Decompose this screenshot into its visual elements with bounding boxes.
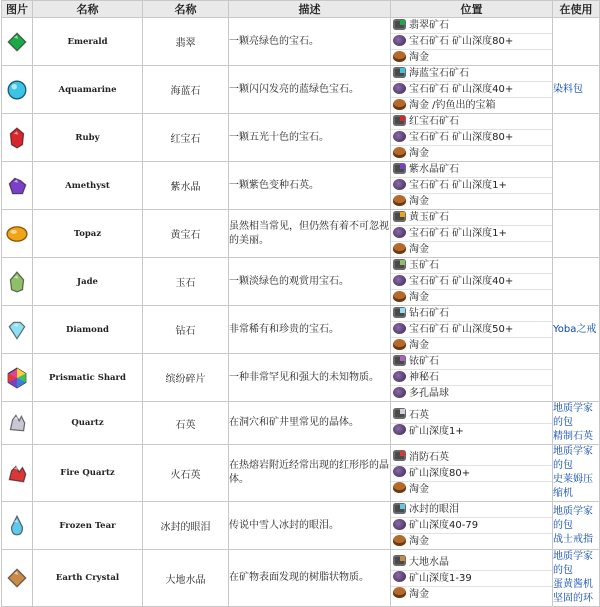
location-entry	[391, 354, 552, 369]
location-text: 铱矿石	[409, 356, 439, 367]
item-name-cn: 翡翠	[143, 18, 229, 66]
location-entry	[391, 337, 552, 353]
item-name-cn: 冰封的眼泪	[143, 502, 229, 550]
amethyst-icon	[2, 175, 32, 197]
item-image-cell	[2, 445, 33, 502]
item-usage	[553, 354, 600, 402]
location-text: 淘金	[409, 292, 429, 303]
item-name-en: Emerald	[33, 18, 143, 66]
item-name-en: Jade	[33, 258, 143, 306]
location-text: 矿山深度1-39	[409, 572, 472, 584]
usage-link[interactable]: 地质学家的包	[553, 505, 593, 531]
table-row	[2, 354, 600, 402]
item-location	[391, 306, 553, 354]
usage-link[interactable]: 地质学家的包	[553, 403, 593, 428]
table-row	[2, 402, 600, 445]
item-name-cn: 钻石	[143, 306, 229, 354]
item-location	[391, 502, 553, 550]
item-location	[391, 210, 553, 258]
table-row	[2, 550, 600, 607]
usage-link[interactable]: Yoba之戒	[553, 323, 597, 335]
location-text: 宝石矿石 矿山深度40+	[409, 276, 514, 287]
item-description: 非常稀有和珍贵的宝石。	[229, 306, 391, 354]
location-entry	[391, 225, 552, 241]
panning-icon	[393, 535, 406, 546]
mine-rock-icon	[393, 519, 406, 530]
mine-rock-icon	[393, 466, 406, 477]
location-entry	[391, 321, 552, 337]
location-entry	[391, 33, 552, 49]
item-image-cell	[2, 18, 33, 66]
panning-icon	[393, 195, 406, 206]
mine-rock-icon	[393, 131, 406, 142]
item-name-en: Topaz	[33, 210, 143, 258]
location-text: 矿山深度80+	[409, 467, 471, 479]
item-image-cell	[2, 354, 33, 402]
ore-node-icon	[393, 355, 406, 366]
item-image-cell	[2, 550, 33, 607]
table-row	[2, 210, 600, 258]
item-name-en: Frozen Tear	[33, 502, 143, 550]
location-entry	[391, 66, 552, 81]
minerals-table	[1, 0, 600, 607]
panning-icon	[393, 339, 406, 350]
location-entry	[391, 369, 552, 385]
ore-node-icon	[393, 115, 406, 126]
item-name-cn: 缤纷碎片	[143, 354, 229, 402]
item-name-en: Amethyst	[33, 162, 143, 210]
usage-link[interactable]: 战士戒指	[553, 533, 593, 545]
location-text: 海蓝宝石矿石	[409, 68, 469, 79]
item-name-en: Prismatic Shard	[33, 354, 143, 402]
item-description: 传说中雪人冰封的眼泪。	[229, 502, 391, 550]
mine-rock-icon	[393, 179, 406, 190]
header-description: 描述	[229, 1, 391, 18]
ore-node-icon	[393, 259, 406, 270]
ore-node-icon	[393, 211, 406, 222]
item-usage	[553, 162, 600, 210]
item-name-cn: 玉石	[143, 258, 229, 306]
ore-node-icon	[393, 307, 406, 318]
item-usage	[553, 445, 600, 502]
ore-node-icon	[393, 163, 406, 174]
item-name-cn: 海蓝石	[143, 66, 229, 114]
item-location	[391, 114, 553, 162]
location-text: 翡翠矿石	[409, 20, 449, 31]
item-image-cell	[2, 210, 33, 258]
location-entry	[391, 586, 552, 602]
item-usage	[553, 402, 600, 445]
location-text: 淘金	[409, 340, 429, 351]
mine-rock-icon	[393, 387, 406, 398]
prismatic-shard-icon	[2, 367, 32, 389]
header-usage: 在使用	[553, 1, 600, 18]
aquamarine-icon	[2, 79, 32, 101]
item-location	[391, 18, 553, 66]
location-entry	[391, 129, 552, 145]
item-description: 虽然相当常见，但仍然有着不可忽视的美丽。	[229, 210, 391, 258]
panning-icon	[393, 99, 406, 110]
location-text: 石英	[409, 409, 429, 421]
jade-icon	[2, 271, 32, 293]
item-name-en: Quartz	[33, 402, 143, 445]
item-name-en: Ruby	[33, 114, 143, 162]
table-row	[2, 114, 600, 162]
header-name-en: 名称	[33, 1, 143, 18]
panning-icon	[393, 243, 406, 254]
location-entry	[391, 97, 552, 113]
header-location: 位置	[391, 1, 553, 18]
location-entry	[391, 481, 552, 497]
location-text: 淘金	[409, 483, 429, 495]
location-entry	[391, 502, 552, 517]
ore-node-icon	[393, 67, 406, 78]
item-name-en: Earth Crystal	[33, 550, 143, 607]
location-text: 消防石英	[409, 451, 449, 463]
item-name-en: Diamond	[33, 306, 143, 354]
usage-link[interactable]: 蛋黄酱机	[553, 579, 593, 590]
item-usage	[553, 502, 600, 550]
location-entry	[391, 241, 552, 257]
location-entry	[391, 162, 552, 177]
location-text: 多孔晶球	[409, 388, 449, 399]
item-location	[391, 550, 553, 607]
item-name-en: Fire Quartz	[33, 445, 143, 502]
ore-node-icon	[393, 19, 406, 30]
location-entry	[391, 555, 552, 570]
location-entry	[391, 423, 552, 439]
location-text: 红宝石矿石	[409, 116, 459, 127]
item-usage	[553, 306, 600, 354]
location-entry	[391, 210, 552, 225]
ruby-icon	[2, 127, 32, 149]
item-description: 一颗紫色变种石英。	[229, 162, 391, 210]
location-text: 淘金	[409, 536, 429, 547]
location-text: 淘金	[409, 244, 429, 255]
panning-icon	[393, 291, 406, 302]
item-name-cn: 火石英	[143, 445, 229, 502]
location-entry	[391, 289, 552, 305]
location-entry	[391, 408, 552, 423]
location-text: 宝石矿石 矿山深度80+	[409, 132, 514, 143]
panning-icon	[393, 147, 406, 158]
usage-link[interactable]: 地质学家的包	[553, 551, 593, 576]
topaz-icon	[2, 223, 32, 245]
usage-link[interactable]: 史莱姆压缩机	[553, 474, 593, 499]
mine-rock-icon	[393, 371, 406, 382]
location-entry	[391, 306, 552, 321]
item-name-cn: 大地水晶	[143, 550, 229, 607]
item-image-cell	[2, 306, 33, 354]
item-image-cell	[2, 502, 33, 550]
item-name-cn: 紫水晶	[143, 162, 229, 210]
location-text: 钻石矿石	[409, 308, 449, 319]
location-entry	[391, 18, 552, 33]
mine-rock-icon	[393, 83, 406, 94]
item-name-cn: 黄宝石	[143, 210, 229, 258]
item-name-cn: 红宝石	[143, 114, 229, 162]
item-usage	[553, 18, 600, 66]
fire-quartz-icon	[2, 462, 32, 484]
diamond-icon	[2, 319, 32, 341]
usage-link[interactable]: 染料包	[553, 83, 583, 95]
table-row	[2, 162, 600, 210]
ore-node-icon	[393, 450, 406, 461]
item-location	[391, 258, 553, 306]
location-text: 淘金	[409, 196, 429, 207]
quartz-icon	[2, 412, 32, 434]
item-usage	[553, 210, 600, 258]
item-name-en: Aquamarine	[33, 66, 143, 114]
location-entry	[391, 570, 552, 586]
item-image-cell	[2, 162, 33, 210]
location-entry	[391, 258, 552, 273]
usage-link[interactable]: 精制石英	[553, 431, 593, 442]
item-name-cn: 石英	[143, 402, 229, 445]
location-text: 宝石矿石 矿山深度40+	[409, 84, 514, 95]
location-entry	[391, 193, 552, 209]
item-usage	[553, 550, 600, 607]
panning-icon	[393, 587, 406, 598]
location-entry	[391, 81, 552, 97]
location-text: 宝石矿石 矿山深度1+	[409, 228, 507, 239]
location-text: 淘金	[409, 588, 429, 600]
location-text: 玉矿石	[409, 260, 439, 271]
location-entry	[391, 49, 552, 65]
location-text: 宝石矿石 矿山深度80+	[409, 36, 514, 47]
item-image-cell	[2, 66, 33, 114]
usage-link[interactable]: 坚固的环	[553, 593, 593, 604]
panning-icon	[393, 51, 406, 62]
table-row	[2, 18, 600, 66]
location-entry	[391, 465, 552, 481]
item-description: 一颗闪闪发亮的蓝绿色宝石。	[229, 66, 391, 114]
location-text: 矿山深度1+	[409, 425, 464, 437]
usage-link[interactable]: 地质学家的包	[553, 446, 593, 471]
item-usage	[553, 258, 600, 306]
location-text: 淘金	[409, 52, 429, 63]
location-text: 紫水晶矿石	[409, 164, 459, 175]
header-name-cn: 名称	[143, 1, 229, 18]
item-image-cell	[2, 114, 33, 162]
location-text: 神秘石	[409, 372, 439, 383]
table-row	[2, 258, 600, 306]
location-entry	[391, 114, 552, 129]
ore-node-icon	[393, 408, 406, 419]
mine-rock-icon	[393, 323, 406, 334]
header-image: 图片	[2, 1, 33, 18]
item-location	[391, 402, 553, 445]
location-entry	[391, 273, 552, 289]
item-description: 一颗淡绿色的观赏用宝石。	[229, 258, 391, 306]
table-header-row	[2, 1, 600, 18]
mine-rock-icon	[393, 424, 406, 435]
earth-crystal-icon	[2, 567, 32, 589]
location-text: 矿山深度40-79	[409, 520, 479, 531]
location-text: 宝石矿石 矿山深度50+	[409, 324, 514, 335]
table-row	[2, 502, 600, 550]
item-description: 一颗五光十色的宝石。	[229, 114, 391, 162]
frozen-tear-icon	[2, 515, 32, 537]
location-entry	[391, 177, 552, 193]
location-entry	[391, 533, 552, 549]
location-text: 黄玉矿石	[409, 212, 449, 223]
item-image-cell	[2, 402, 33, 445]
mine-rock-icon	[393, 35, 406, 46]
emerald-icon	[2, 31, 32, 53]
location-entry	[391, 145, 552, 161]
table-row	[2, 445, 600, 502]
item-location	[391, 162, 553, 210]
location-entry	[391, 450, 552, 465]
item-description: 在矿物表面发现的树脂状物质。	[229, 550, 391, 607]
location-entry	[391, 385, 552, 401]
location-text: 大地水晶	[409, 556, 449, 568]
panning-icon	[393, 482, 406, 493]
location-text: 冰封的眼泪	[409, 504, 459, 515]
item-description: 在热熔岩附近经常出现的红形彤的晶体。	[229, 445, 391, 502]
table-row	[2, 306, 600, 354]
location-text: 淘金	[409, 148, 429, 159]
location-text: 淘金 /钓鱼出的宝箱	[409, 100, 496, 111]
item-image-cell	[2, 258, 33, 306]
mine-rock-icon	[393, 275, 406, 286]
item-location	[391, 354, 553, 402]
item-description: 一种非常罕见和强大的未知物质。	[229, 354, 391, 402]
location-text: 宝石矿石 矿山深度1+	[409, 180, 507, 191]
item-location	[391, 445, 553, 502]
ore-node-icon	[393, 555, 406, 566]
location-entry	[391, 517, 552, 533]
table-row	[2, 66, 600, 114]
ore-node-icon	[393, 503, 406, 514]
item-location	[391, 66, 553, 114]
mine-rock-icon	[393, 227, 406, 238]
item-description: 一颗亮绿色的宝石。	[229, 18, 391, 66]
item-usage	[553, 114, 600, 162]
mine-rock-icon	[393, 571, 406, 582]
item-usage	[553, 66, 600, 114]
item-description: 在洞穴和矿井里常见的晶体。	[229, 402, 391, 445]
